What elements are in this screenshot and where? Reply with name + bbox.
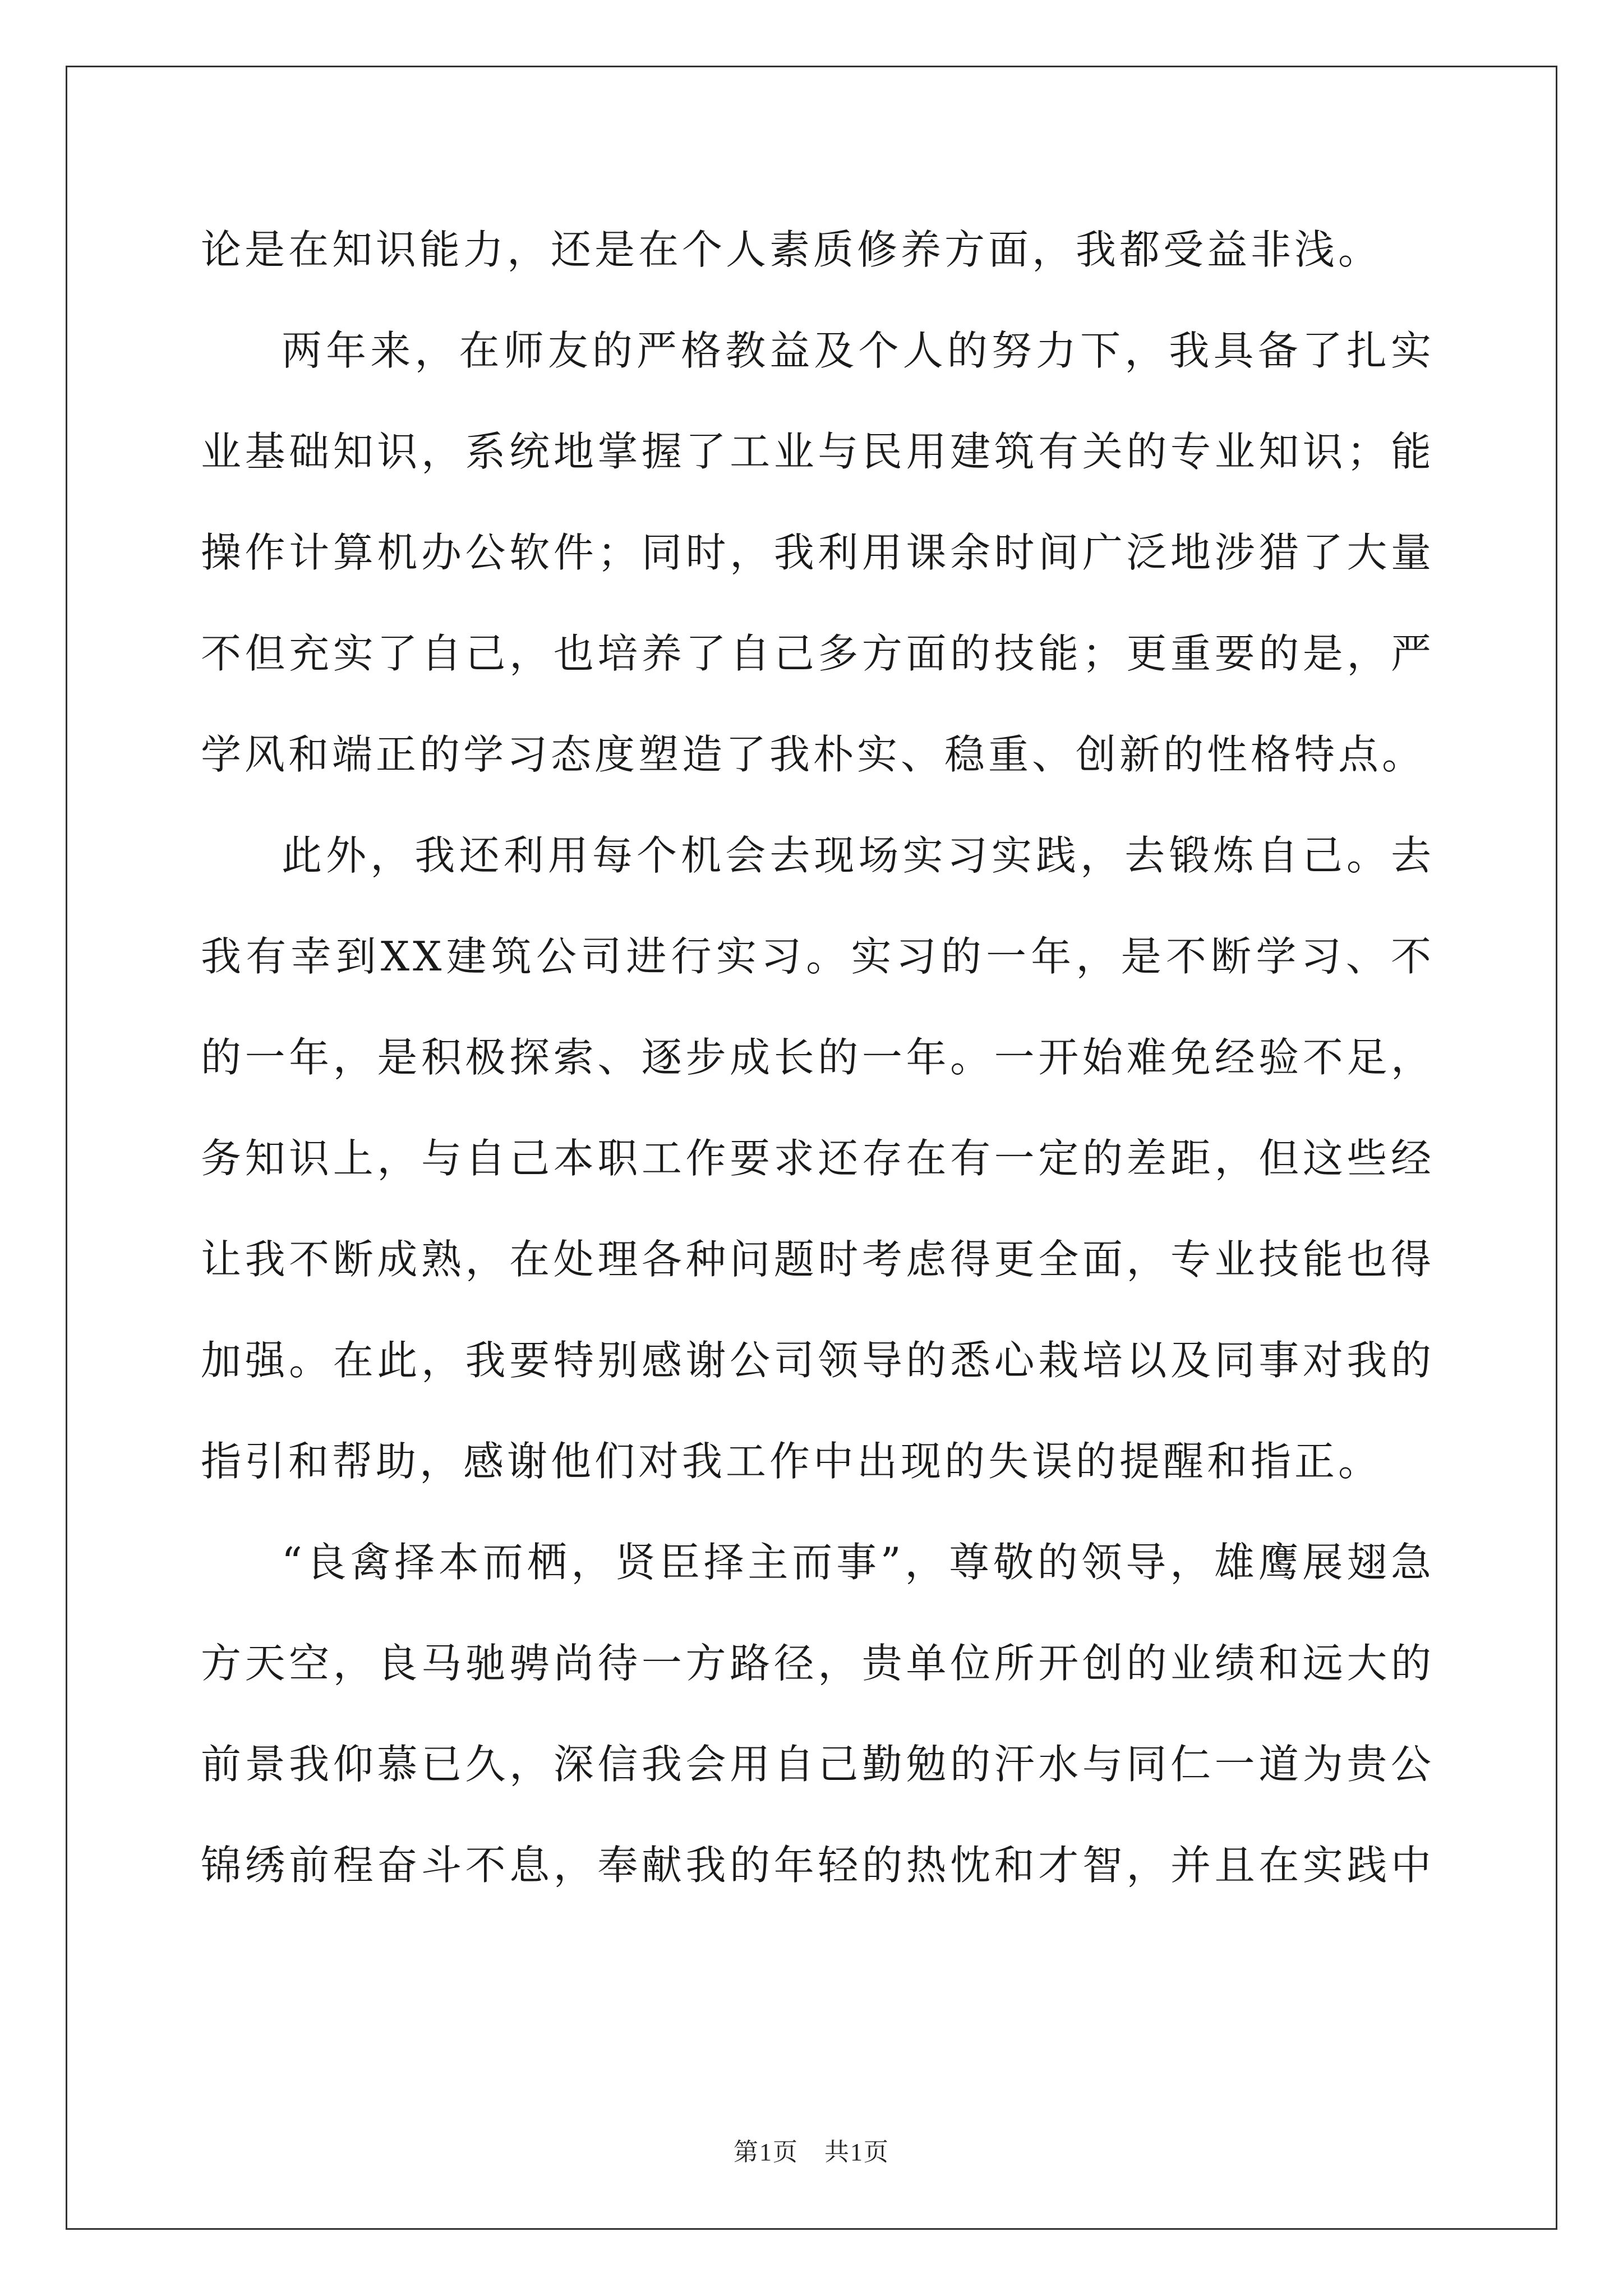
text-line: 让我不断成熟，在处理各种问题时考虑得更全面，专业技能也得: [201, 1236, 1435, 1283]
page-number: 第1页 共1页: [734, 2138, 889, 2166]
text-line: 我有幸到XX建筑公司进行实习。实习的一年，是不断学习、不: [201, 933, 1435, 980]
text-line: 两年来，在师友的严格教益及个人的努力下，我具备了扎实: [282, 327, 1435, 374]
text-line: 学风和端正的学习态度塑造了我朴实、稳重、创新的性格特点。: [201, 731, 1426, 778]
text-line: 操作计算机办公软件；同时，我利用课余时间广泛地涉猎了大量: [201, 529, 1435, 576]
text-line: 务知识上，与自己本职工作要求还存在有一定的差距，但这些经: [201, 1135, 1435, 1182]
text-line: 指引和帮助，感谢他们对我工作中出现的失误的提醒和指正。: [201, 1438, 1382, 1485]
document-body: [201, 199, 1435, 1916]
text-line: 此外，我还利用每个机会去现场实习实践，去锻炼自己。去: [282, 832, 1435, 879]
text-line: 方天空，良马驰骋尚待一方路径，贵单位所开创的业绩和远大的: [201, 1640, 1435, 1687]
text-line: 锦绣前程奋斗不息，奉献我的年轻的热忱和才智，并且在实践中: [201, 1842, 1435, 1889]
text-line: 不但充实了自己，也培养了自己多方面的技能；更重要的是，严: [201, 630, 1435, 677]
text-line: 加强。在此，我要特别感谢公司领导的悉心栽培以及同事对我的: [201, 1337, 1435, 1384]
text-line: 的一年，是积极探索、逐步成长的一年。一开始难免经验不足，: [201, 1034, 1435, 1081]
text-line: 业基础知识，系统地掌握了工业与民用建筑有关的专业知识；能: [201, 428, 1435, 475]
text-line: 前景我仰慕已久，深信我会用自己勤勉的汗水与同仁一道为贵公: [201, 1741, 1435, 1788]
text-line: 论是在知识能力，还是在个人素质修养方面，我都受益非浅。: [201, 226, 1382, 273]
text-line: “良禽择本而栖，贤臣择主而事”，尊敬的领导，雄鹰展翅急: [282, 1539, 1435, 1586]
